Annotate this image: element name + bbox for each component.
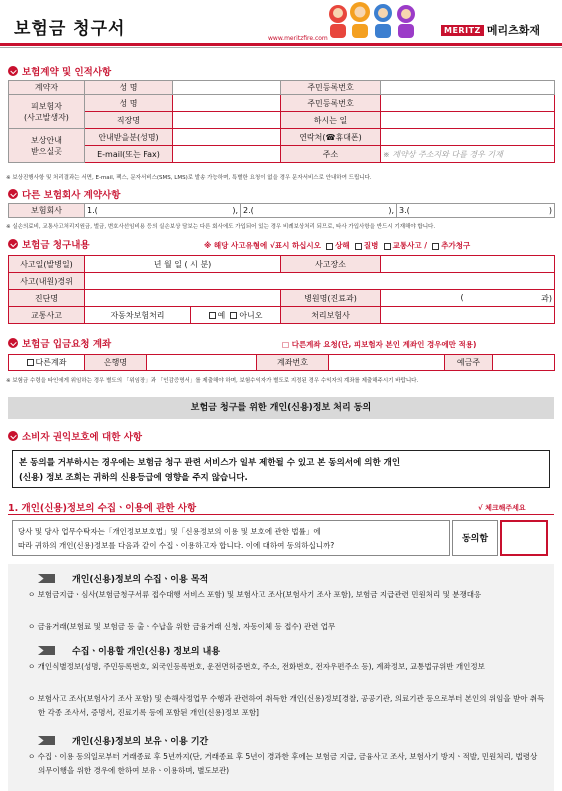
accident-place-field[interactable] — [381, 256, 555, 273]
dept-open: ( — [460, 292, 464, 302]
insurer-field-3[interactable] — [397, 204, 555, 218]
yes-label: 예 — [217, 310, 226, 320]
phone-label: 연락처(☎휴대폰) — [281, 129, 381, 146]
info-content-item-2: ㅇ 보험사고 조사(보험사기 조사 포함) 및 손해사정업무 수행과 관련하여 취득한 개인(신용)정보[경찰, 공공기관, 의료기관 등으로부터 본인의 위임을 받아 취득한 각종 조사서, 증명서, 진료기록 등에 포함된 개인(신용)정보 포함] — [28, 694, 545, 717]
page-title: 보험금 청구서 — [14, 19, 126, 39]
traffic-label: 교통사고 / — [392, 241, 427, 250]
info-content-item-1: ㅇ 개인식별정보(성명, 주민등록번호, 외국인등록번호, 운전면허증번호, 주소, 전화번호, 전자우편주소 등), 계좌정보, 교통법규위반 개인정보 — [28, 662, 485, 671]
diagnosis-label: 진단명 — [9, 290, 85, 307]
insured-info-table — [8, 80, 555, 163]
section4-footnote: ※ 보험금 수령을 타인에게 위임하는 경우 별도의 「위임장」과 「인감증명서」를 제출해야 하며, 보험수익자가 별도로 지정된 경우 수익자의 계좌를 제출해주시기 바랍니다. — [6, 378, 419, 384]
rights-line-2: (신용) 정보 조회는 귀하의 신용등급에 영향을 주지 않습니다. — [19, 473, 248, 483]
holder-field[interactable] — [493, 355, 555, 371]
section1-footnote: ※ 보상진행사항 및 처리결과는 서면, E-mail, 팩스, 문자서비스(SMS, LMS)로 발송 가능하며, 특별한 요청이 없을 경우 문자서비스로 안내하여 드립니다. — [6, 175, 372, 181]
insurer-2-close: ), — [388, 206, 394, 215]
logo-text-en: MERITZ — [441, 25, 484, 36]
other-insurers-table — [8, 203, 555, 218]
consent-question-line-2: 따라 귀하의 개인(신용)정보를 다음과 같이 수집ㆍ이용하고자 합니다. 이에 대하여 동의하십니까? — [18, 541, 335, 550]
purpose-item-2: ㅇ 금융거래(보험료 및 보험금 등 출ㆍ수납을 위한 금융거래 신청, 자동이체 등 접수) 관련 업무 — [28, 622, 336, 631]
car-insurance-options — [191, 307, 281, 324]
car-insurance-label: 자동차보험처리 — [85, 307, 191, 324]
insured-rrn-field[interactable] — [381, 95, 555, 112]
contractor-name-field[interactable] — [173, 81, 281, 95]
address-label: 주소 — [281, 146, 381, 163]
info-content-heading-text: 수집ㆍ이용할 개인(신용) 정보의 내용 — [72, 647, 221, 657]
retention-heading-text: 개인(신용)정보의 보유ㆍ이용 기간 — [72, 737, 209, 747]
insured-label-sub: (사고발생자) — [24, 112, 69, 122]
form-header — [0, 0, 562, 50]
claim-details-table — [8, 255, 555, 324]
collection-use-rule — [8, 514, 554, 515]
agree-check-box[interactable] — [500, 520, 548, 556]
accident-detail-label: 사고(내원)경위 — [9, 273, 85, 290]
guide-name-label: 안내받을분(성명) — [85, 129, 173, 146]
other-account-label: 다른계좌 — [35, 358, 67, 367]
section-title: 다른 보험회사 계약사항 — [22, 190, 121, 201]
contractor-rrn-field[interactable] — [381, 81, 555, 95]
illness-label: 질병 — [363, 241, 379, 250]
diagnosis-field[interactable] — [85, 290, 281, 307]
accident-type-selector — [204, 240, 470, 251]
guide-label-text: 보상안내 — [31, 135, 62, 145]
traffic-checkbox[interactable] — [384, 243, 391, 250]
retention-item-1: ㅇ 수집ㆍ이용 동의일로부터 거래종료 후 5년까지(단, 거래종료 후 5년이 경과한 후에는 보험금 지급, 금융사고 조사, 보험사기 방지ㆍ적발, 민원처리, 법령상 의무이행을 위한 경우에 한하여 보유ㆍ이용하며, 별도보관) — [28, 752, 538, 775]
account-table — [8, 354, 555, 371]
accident-date-label: 사고일(발병일) — [9, 256, 85, 273]
insured-name-label: 성 명 — [85, 95, 173, 112]
account-number-field[interactable] — [329, 355, 445, 371]
phone-field[interactable] — [381, 129, 555, 146]
check-circle-icon — [8, 66, 18, 76]
job-label: 직장명 — [85, 112, 173, 129]
purpose-heading-text: 개인(신용)정보의 수집ㆍ이용 목적 — [72, 575, 209, 585]
handler-insurer-label: 처리보험사 — [281, 307, 381, 324]
consent-band-title: 보험금 청구를 위한 개인(신용)정보 처리 동의 — [8, 397, 554, 419]
car-insurance-yes-checkbox[interactable] — [209, 312, 216, 319]
bank-field[interactable] — [147, 355, 257, 371]
insured-rrn-label: 주민등록번호 — [281, 95, 381, 112]
section-insured-info-heading — [8, 64, 111, 78]
consent-question-line-1: 당사 및 당사 업무수탁자는「개인정보보호법」및「신용정보의 이용 및 보호에 관한 법률」에 — [18, 527, 321, 536]
double-arrow-icon — [38, 646, 66, 655]
double-arrow-icon — [38, 736, 66, 745]
check-circle-icon — [8, 189, 18, 199]
company-logo — [441, 22, 540, 38]
bank-label: 은행명 — [85, 355, 147, 371]
check-circle-icon — [8, 239, 18, 249]
accident-detail-field[interactable] — [85, 273, 555, 290]
address-field[interactable]: ※ 계약상 주소지와 다를 경우 기재 — [381, 146, 555, 163]
injury-label: 상해 — [335, 241, 350, 250]
accident-date-field[interactable]: 년 월 일 ( 시 분) — [85, 256, 281, 273]
retention-heading — [38, 734, 208, 747]
check-circle-icon — [8, 431, 18, 441]
mascot-illustration — [320, 0, 428, 40]
email-field[interactable] — [173, 146, 281, 163]
info-content-heading — [38, 644, 220, 657]
website-url: www.meritzfire.com — [268, 35, 328, 42]
guide-name-field[interactable] — [173, 129, 281, 146]
account-number-label: 계좌번호 — [257, 355, 329, 371]
consumer-rights-notice — [12, 450, 550, 488]
contractor-label: 계약자 — [9, 81, 85, 95]
consent-question — [12, 520, 450, 556]
insurer-3-close: ) — [548, 206, 552, 215]
traffic-accident-label: 교통사고 — [9, 307, 85, 324]
section-title: 보험금 청구내용 — [22, 240, 90, 251]
hospital-label: 병원명(진료과) — [281, 290, 381, 307]
work-label: 하시는 일 — [281, 112, 381, 129]
insurer-field-1[interactable] — [85, 204, 241, 218]
check-circle-icon — [8, 338, 18, 348]
section-account-heading — [8, 336, 111, 350]
insured-label-text: 피보험자 — [31, 101, 62, 111]
accident-place-label: 사고장소 — [281, 256, 381, 273]
accident-type-note: ※ 해당 사고유형에 √표시 하십시오 — [204, 241, 321, 250]
double-arrow-icon — [38, 574, 66, 583]
section-title: 보험금 입금요청 계좌 — [22, 339, 112, 350]
insured-name-field[interactable] — [173, 95, 281, 112]
consumer-rights-heading — [8, 429, 142, 443]
car-insurance-no-checkbox[interactable] — [230, 312, 237, 319]
check-please-note: √ 체크해주세요 — [478, 504, 526, 512]
rights-line-1: 본 동의를 거부하시는 경우에는 보험금 청구 관련 서비스가 일부 제한될 수 있고 본 동의서에 의한 개인 — [19, 458, 401, 468]
handler-insurer-field[interactable] — [381, 307, 555, 324]
additional-claim-checkbox[interactable] — [432, 243, 439, 250]
section-claim-details-heading — [8, 237, 90, 251]
section-title: 소비자 권익보호에 대한 사항 — [22, 432, 143, 443]
injury-checkbox[interactable] — [326, 243, 333, 250]
holder-label: 예금주 — [445, 355, 493, 371]
other-account-request-note: □ 다른계좌 요청(단, 피보험자 본인 계좌인 경우에만 적용) — [282, 340, 477, 349]
insurer-2-open: 2.( — [243, 206, 254, 215]
insurer-1-open: 1.( — [87, 206, 98, 215]
agree-label: 동의함 — [452, 520, 498, 556]
purpose-item-1: ㅇ 보험금지급ㆍ심사(보험금청구서류 접수대행 서비스 포함) 및 보험사고 조사(보험사기 조사 포함), 보험금 지급관련 민원처리 및 분쟁대응 — [28, 590, 482, 599]
job-field[interactable] — [173, 112, 281, 129]
insurer-3-open: 3.( — [399, 206, 410, 215]
other-account-checkbox[interactable] — [27, 359, 34, 366]
purpose-heading — [38, 572, 208, 585]
dept-close: 과) — [541, 293, 553, 303]
collection-use-heading: 1. 개인(신용)정보의 수집ㆍ이용에 관한 사항 — [8, 503, 197, 514]
section2-footnote: ※ 실손의료비, 교통사고처리지원금, 벌금, 변호사선임비용 등의 실손보상 담보는 다른 회사에도 가입되어 있는 경우 비례보상처리 되므로, 타사 가입사항을 반드시 기재해야 합니다. — [6, 224, 436, 230]
email-label: E-mail(또는 Fax) — [85, 146, 173, 163]
work-field[interactable] — [381, 112, 555, 129]
guide-label — [9, 129, 85, 163]
additional-claim-label: 추가청구 — [441, 241, 471, 250]
logo-text-ko: 메리츠화재 — [486, 24, 540, 37]
guide-label-sub: 받으실곳 — [31, 146, 62, 156]
consent-details-panel — [8, 564, 554, 791]
hospital-field[interactable] — [381, 290, 555, 307]
header-rule — [0, 43, 562, 46]
other-account-option — [9, 355, 85, 371]
contractor-name-label: 성 명 — [85, 81, 173, 95]
insurer-label: 보험회사 — [9, 204, 85, 218]
illness-checkbox[interactable] — [355, 243, 362, 250]
section-other-insurers-heading — [8, 187, 120, 201]
insurer-1-close: ), — [232, 206, 238, 215]
no-label: 아니오 — [239, 310, 263, 320]
insured-label — [9, 95, 85, 129]
section-title: 보험계약 및 인적사항 — [22, 67, 112, 78]
insurer-field-2[interactable] — [241, 204, 397, 218]
contractor-rrn-label: 주민등록번호 — [281, 81, 381, 95]
header-rule-thin — [0, 47, 562, 48]
